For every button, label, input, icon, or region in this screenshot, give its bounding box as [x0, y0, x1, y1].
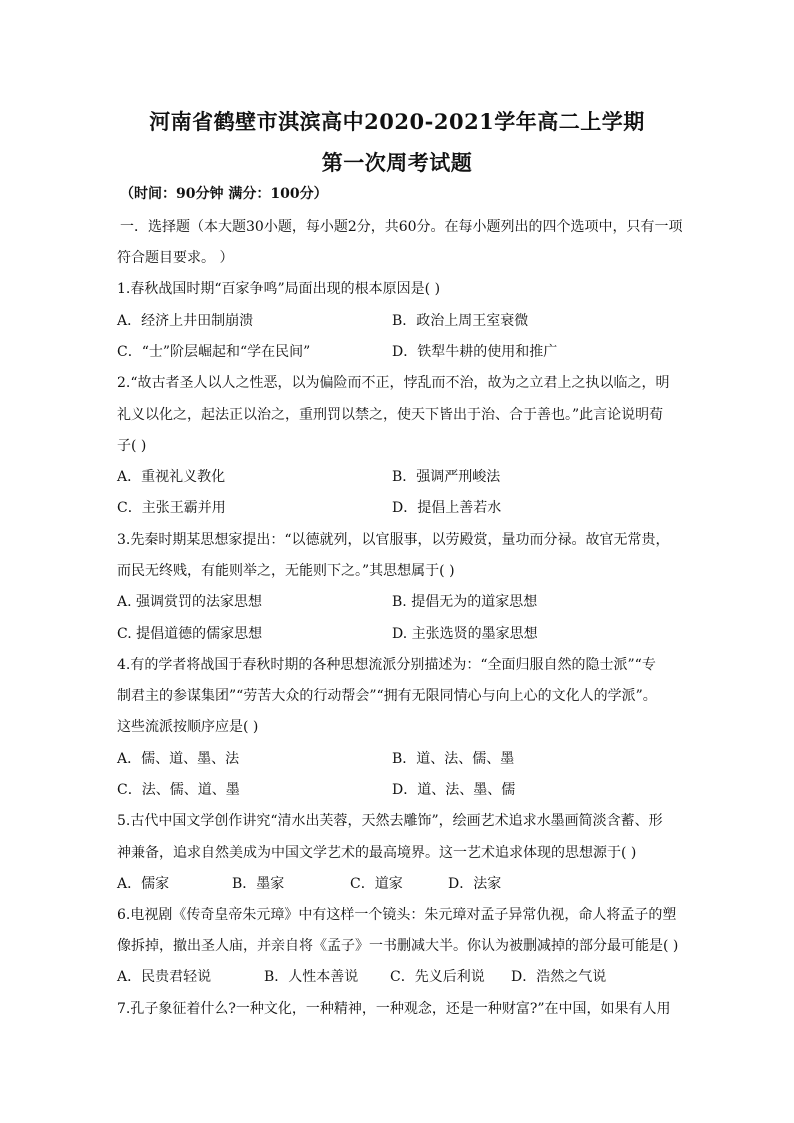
question-4-stem-line2: 制君主的参谋集团”“劳苦大众的行动帮会”“拥有无限同情心与向上心的文化人的学派”。: [117, 688, 657, 704]
question-3-option-a: A. 强调赏罚的法家思想: [117, 594, 263, 610]
question-1-option-d: D．铁犁牛耕的使用和推广: [392, 344, 558, 360]
question-1-option-c: C．“士”阶层崛起和“学在民间”: [117, 344, 311, 360]
section-instruction-line2: 符合题目要求。 ）: [117, 250, 234, 266]
question-2-option-a: A．重视礼义教化: [117, 469, 226, 485]
exam-title-line2: 第一次周考试题: [321, 150, 473, 175]
question-4-option-d: D．道、法、墨、儒: [392, 782, 516, 798]
question-6-stem-line2: 像拆掉，撤出圣人庙，并亲自将《孟子》一书删减大半。你认为被删减掉的部分最可能是( ): [117, 938, 679, 954]
question-6-option-c: C．先义后利说: [390, 969, 485, 985]
question-3-option-c: C. 提倡道德的儒家思想: [117, 626, 263, 642]
question-3-option-d: D. 主张选贤的墨家思想: [392, 626, 538, 642]
question-4-option-b: B．道、法、儒、墨: [392, 751, 515, 767]
question-5-option-c: C．道家: [350, 876, 403, 892]
question-6-stem-line1: 6.电视剧《传奇皇帝朱元璋》中有这样一个镜头：朱元璋对孟子异常仇视，命人将孟子的塑: [117, 907, 677, 923]
question-3-stem-line2: 而民无终贱，有能则举之，无能则下之。”其思想属于( ): [117, 563, 455, 579]
question-6-option-a: A．民贵君轻说: [117, 969, 212, 985]
question-2-option-b: B．强调严刑峻法: [392, 469, 501, 485]
question-1-option-a: A．经济上井田制崩溃: [117, 313, 254, 329]
question-6-option-d: D．浩然之气说: [511, 969, 607, 985]
question-4-option-c: C．法、儒、道、墨: [117, 782, 240, 798]
question-2-stem-line3: 子( ): [117, 438, 147, 454]
question-2-option-d: D．提倡上善若水: [392, 500, 502, 516]
question-4-stem-line3: 这些流派按顺序应是( ): [117, 719, 259, 735]
question-2-option-c: C．主张王霸并用: [117, 500, 226, 516]
question-2-stem-line1: 2.“故古者圣人以人之性恶，以为偏险而不正，悖乱而不治，故为之立君上之执以临之，明: [117, 375, 670, 391]
question-1-option-b: B．政治上周王室衰微: [392, 313, 529, 329]
question-5-option-a: A．儒家: [117, 876, 170, 892]
question-1-stem: 1.春秋战国时期“百家争鸣”局面出现的根本原因是( ): [117, 281, 441, 297]
question-5-option-b: B．墨家: [232, 876, 285, 892]
question-6-option-b: B．人性本善说: [264, 969, 359, 985]
question-3-option-b: B. 提倡无为的道家思想: [392, 594, 538, 610]
question-5-stem-line1: 5.古代中国文学创作讲究“清水出芙蓉，天然去雕饰”，绘画艺术追求水墨画简淡含蓄、形: [117, 813, 663, 829]
question-4-option-a: A．儒、道、墨、法: [117, 751, 240, 767]
exam-title-line1: 河南省鹤壁市淇滨高中2020-2021学年高二上学期: [149, 109, 645, 134]
question-4-stem-line1: 4.有的学者将战国于春秋时期的各种思想流派分别描述为：“全面归服自然的隐士派”“专: [117, 657, 656, 673]
question-5-option-d: D．法家: [448, 876, 502, 892]
exam-info: （时间：90分钟 满分：100分）: [120, 186, 328, 202]
question-5-stem-line2: 神兼备，追求自然美成为中国文学艺术的最高境界。这一艺术追求体现的思想源于( ): [117, 845, 637, 861]
question-7-stem-line1: 7.孔子象征着什么?一种文化，一种精神，一种观念，还是一种财富?”在中国，如果有人用: [117, 1001, 671, 1017]
question-2-stem-line2: 礼义以化之，起法正以治之，重刑罚以禁之，使天下皆出于治、合于善也。”此言论说明荀: [117, 407, 664, 423]
section-instruction-line1: 一．选择题（本大题30小题，每小题2分，共60分。在每小题列出的四个选项中，只有一项: [120, 219, 683, 235]
question-3-stem-line1: 3.先秦时期某思想家提出：“以德就列，以官服事，以劳殿赏，量功而分禄。故官无常贵，: [117, 532, 670, 548]
